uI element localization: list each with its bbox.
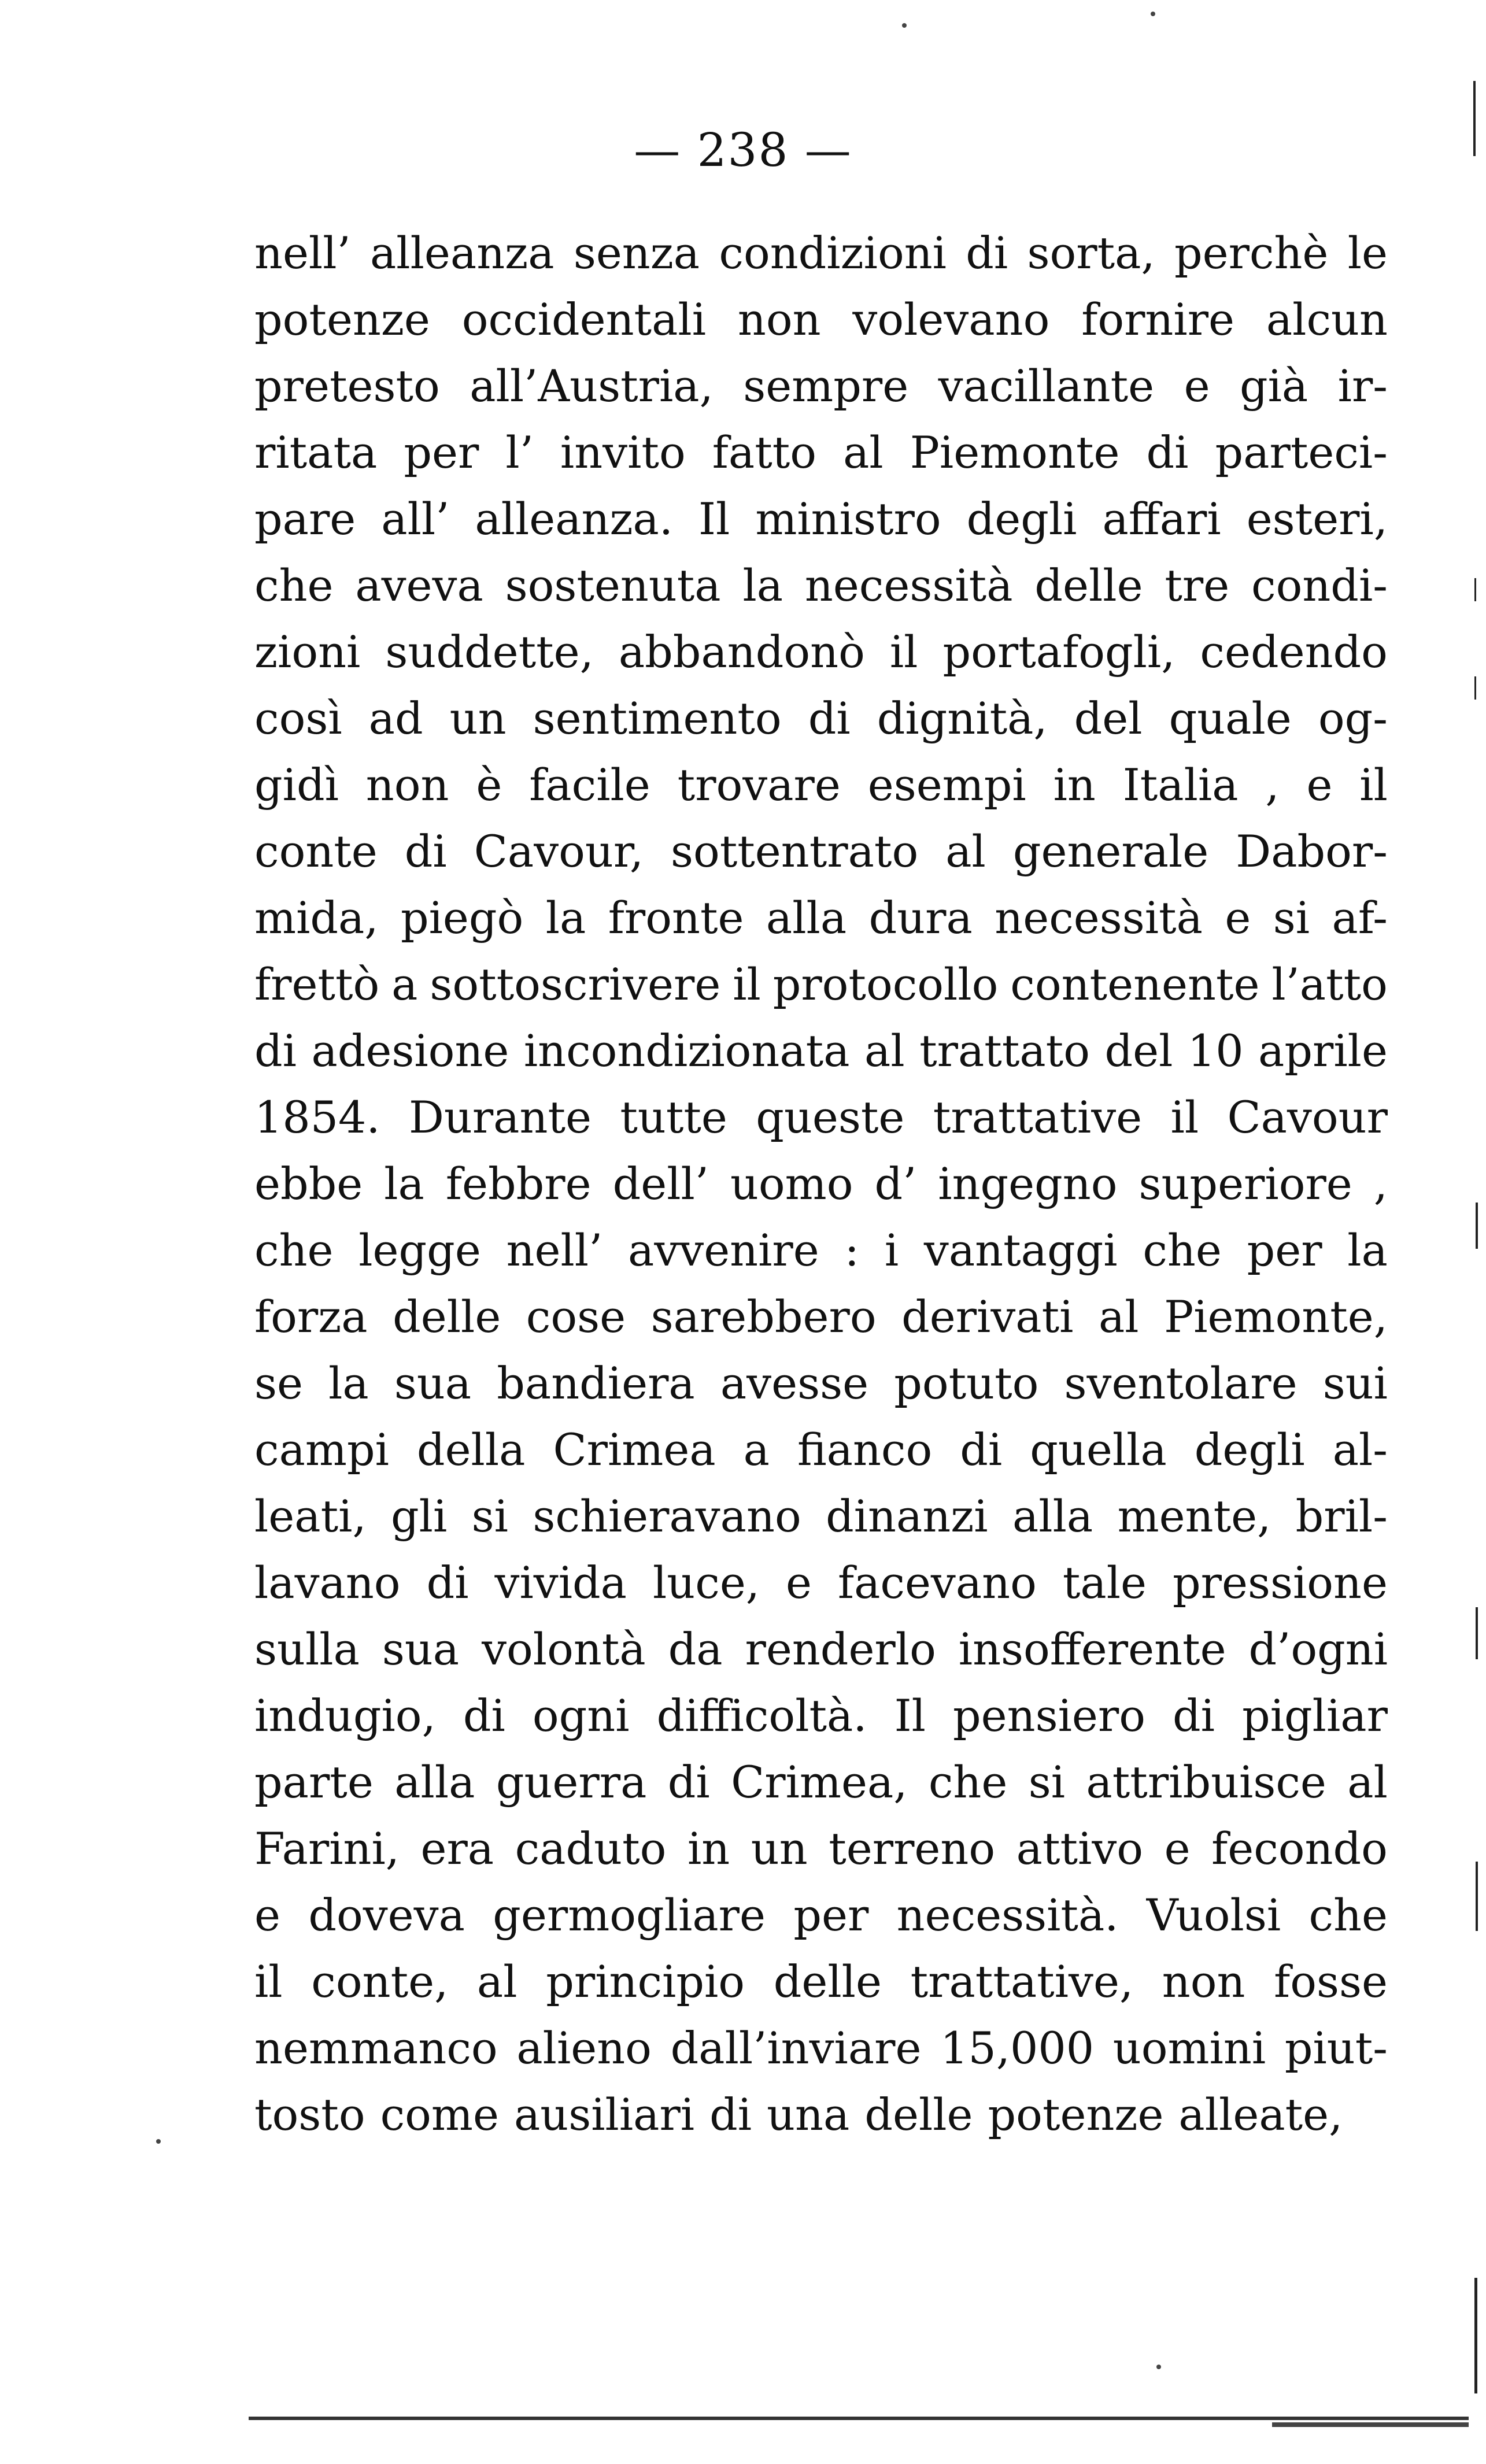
word: da — [668, 1623, 723, 1675]
word: alieno — [516, 2022, 652, 2074]
scan-speck — [1151, 12, 1155, 16]
word: e — [254, 1889, 280, 1941]
word: superiore — [1138, 1158, 1352, 1209]
word: fronte — [608, 892, 744, 944]
word: come — [380, 2089, 499, 2140]
word: dinanzi — [826, 1490, 988, 1542]
text-line — [254, 2081, 1388, 2148]
word: mente, — [1117, 1490, 1271, 1542]
word: alla — [766, 892, 847, 944]
word: volevano — [852, 294, 1050, 345]
word: al — [864, 1025, 905, 1076]
word: affari — [1102, 493, 1221, 545]
word: pigliar — [1242, 1690, 1388, 1741]
word: che — [1143, 1224, 1222, 1276]
word: delle — [1034, 560, 1143, 611]
word: bandiera — [497, 1357, 695, 1409]
word: generale — [1012, 826, 1209, 877]
word: quella — [1030, 1424, 1167, 1475]
word: bril- — [1295, 1490, 1388, 1542]
word: era — [420, 1823, 494, 1874]
word: ausiliari — [513, 2089, 695, 2140]
word: forza — [254, 1291, 368, 1342]
word: sostenuta — [505, 560, 721, 611]
word: necessità — [804, 560, 1013, 611]
word: così — [254, 693, 342, 744]
word: Farini, — [254, 1823, 400, 1874]
text-line — [254, 1084, 1388, 1150]
word: derivati — [901, 1291, 1074, 1342]
word: in — [687, 1823, 730, 1874]
word: di — [254, 1025, 297, 1076]
word: frettò — [254, 959, 380, 1010]
word: 15,000 — [940, 2022, 1095, 2074]
word: la — [545, 892, 586, 944]
word: sorta, — [1027, 227, 1155, 279]
text-line — [254, 818, 1388, 885]
word: ritata — [254, 427, 378, 478]
word: occidentali — [461, 294, 706, 345]
word: nemmanco — [254, 2022, 498, 2074]
text-line — [254, 353, 1388, 419]
word: campi — [254, 1424, 389, 1475]
word: Vuolsi — [1146, 1889, 1281, 1941]
word: 1854. — [254, 1092, 380, 1143]
text-line — [254, 1616, 1388, 1682]
word: di — [1173, 1690, 1215, 1741]
word: e — [1225, 892, 1251, 944]
word: sua — [382, 1623, 460, 1675]
word: necessità — [995, 892, 1203, 944]
word: volontà — [482, 1623, 646, 1675]
word: Crimea — [553, 1424, 716, 1475]
word: all’ — [381, 493, 450, 545]
word: dell’ — [612, 1158, 709, 1209]
word: terreno — [829, 1823, 996, 1874]
word: le — [1347, 227, 1388, 279]
word: vantaggi — [923, 1224, 1118, 1276]
word: si — [1028, 1756, 1066, 1808]
word: legge — [358, 1224, 481, 1276]
word: per — [404, 427, 479, 478]
word: sua — [394, 1357, 472, 1409]
word: già — [1239, 360, 1308, 412]
word: ingegno — [938, 1158, 1118, 1209]
text-line — [254, 286, 1388, 353]
text-line — [254, 1150, 1388, 1217]
word: incondizionata — [523, 1025, 850, 1076]
word: di — [960, 1424, 1003, 1475]
text-line — [254, 1416, 1388, 1483]
word: tre — [1165, 560, 1230, 611]
word: sui — [1322, 1357, 1388, 1409]
word: una — [767, 2089, 850, 2140]
word: un — [449, 693, 507, 744]
word: Dabor- — [1236, 826, 1388, 877]
word: a — [391, 959, 418, 1010]
word: gidì — [254, 759, 339, 811]
word: leati, — [254, 1490, 367, 1542]
word: delle — [864, 2089, 973, 2140]
word: renderlo — [745, 1623, 936, 1675]
word: degli — [966, 493, 1077, 545]
word: piegò — [400, 892, 524, 944]
body-text — [254, 220, 1388, 2148]
text-line — [254, 220, 1388, 286]
word: dura — [868, 892, 973, 944]
text-line — [254, 1283, 1388, 1350]
word: gli — [390, 1490, 448, 1542]
word: necessità. — [896, 1889, 1119, 1941]
word: che — [254, 1224, 334, 1276]
text-line — [254, 1948, 1388, 2015]
word: sulla — [254, 1623, 360, 1675]
word: al — [1347, 1756, 1388, 1808]
word: senza — [573, 227, 700, 279]
word: di — [709, 2089, 752, 2140]
word: sentimento — [533, 693, 782, 744]
word: ebbe — [254, 1158, 363, 1209]
word: al — [945, 826, 986, 877]
text-line — [254, 1018, 1388, 1084]
word: di — [463, 1690, 505, 1741]
word: condizioni — [719, 227, 947, 279]
word: , — [1373, 1158, 1388, 1209]
word: alcun — [1266, 294, 1388, 345]
word: che — [928, 1756, 1008, 1808]
word: al — [1098, 1291, 1139, 1342]
word: schieravano — [533, 1490, 801, 1542]
word: a — [743, 1424, 770, 1475]
word: contenente — [1010, 959, 1260, 1010]
text-line — [254, 1682, 1388, 1749]
page-number: — 238 — — [634, 123, 852, 177]
word: febbre — [445, 1158, 592, 1209]
word: trattato — [919, 1025, 1090, 1076]
word: un — [751, 1823, 808, 1874]
word: aprile — [1258, 1025, 1388, 1076]
word: del — [1104, 1025, 1173, 1076]
word: piut- — [1284, 2022, 1388, 2074]
word: pensiero — [953, 1690, 1145, 1741]
text-line — [254, 552, 1388, 619]
text-line — [254, 951, 1388, 1018]
word: all’Austria, — [470, 360, 714, 412]
word: attivo — [1016, 1823, 1144, 1874]
word: e — [1306, 759, 1333, 811]
scan-speck — [1156, 2365, 1161, 2369]
word: vivida — [494, 1557, 627, 1608]
word: doveva — [308, 1889, 465, 1941]
word: conte, — [311, 1956, 449, 2007]
word: i — [884, 1224, 899, 1276]
word: fornire — [1081, 294, 1234, 345]
word: al- — [1332, 1424, 1388, 1475]
word: nell’ — [506, 1224, 603, 1276]
word: parte — [254, 1756, 374, 1808]
word: sventolare — [1064, 1357, 1298, 1409]
word: Piemonte, — [1164, 1291, 1388, 1342]
word: Crimea, — [731, 1756, 908, 1808]
word: Cavour, — [474, 826, 644, 877]
scan-speck — [902, 23, 907, 28]
word: guerra — [496, 1756, 647, 1808]
scan-edge-mark — [1476, 1862, 1478, 1931]
word: tosto — [254, 2089, 365, 2140]
word: il — [1170, 1092, 1199, 1143]
word: uomini — [1112, 2022, 1266, 2074]
word: zioni — [254, 626, 361, 678]
word: sottentrato — [670, 826, 919, 877]
word: quale — [1169, 693, 1292, 744]
word: cedendo — [1200, 626, 1388, 678]
text-line — [254, 2015, 1388, 2081]
word: facile — [529, 759, 650, 811]
word: og- — [1318, 693, 1388, 744]
word: in — [1053, 759, 1096, 811]
word: Piemonte — [910, 427, 1120, 478]
word: e — [785, 1557, 812, 1608]
word: dignità, — [877, 693, 1048, 744]
word: germogliare — [493, 1889, 766, 1941]
scan-edge-mark — [1473, 81, 1476, 156]
word: si — [471, 1490, 508, 1542]
word: Durante — [408, 1092, 592, 1143]
word: non — [1162, 1956, 1245, 2007]
word: non — [365, 759, 449, 811]
word: delle — [393, 1291, 501, 1342]
word: e — [1164, 1823, 1191, 1874]
word: sarebbero — [650, 1291, 877, 1342]
word: la — [1347, 1224, 1388, 1276]
word: è — [476, 759, 502, 811]
text-line — [254, 1749, 1388, 1815]
word: al — [476, 1956, 517, 2007]
word: avvenire — [628, 1224, 819, 1276]
word: sottoscrivere — [430, 959, 721, 1010]
word: la — [384, 1158, 424, 1209]
word: alleate, — [1178, 2089, 1343, 2140]
word: abbandonò — [618, 626, 865, 678]
word: pare — [254, 493, 356, 545]
text-line — [254, 685, 1388, 752]
word: conte — [254, 826, 378, 877]
word: alleanza. — [475, 493, 674, 545]
word: che — [1308, 1889, 1388, 1941]
word: principio — [546, 1956, 745, 2007]
word: trattative, — [910, 1956, 1134, 2007]
scan-bottom-edge — [1272, 2422, 1469, 2427]
word: di — [426, 1557, 469, 1608]
word: ad — [368, 693, 423, 744]
word: delle — [773, 1956, 882, 2007]
word: dall’inviare — [670, 2022, 922, 2074]
word: del — [1074, 693, 1143, 744]
word: fosse — [1274, 1956, 1388, 2007]
word: tale — [1062, 1557, 1147, 1608]
text-line — [254, 1217, 1388, 1283]
scan-edge-mark — [1474, 676, 1476, 700]
word: , — [1265, 759, 1280, 811]
word: aveva — [355, 560, 483, 611]
word: d’ogni — [1248, 1623, 1388, 1675]
scan-bottom-edge — [249, 2417, 1469, 2420]
word: attribuisce — [1086, 1756, 1326, 1808]
text-line — [254, 1483, 1388, 1549]
word: indugio, — [254, 1690, 436, 1741]
word: si — [1273, 892, 1310, 944]
word: facevano — [837, 1557, 1037, 1608]
word: : — [844, 1224, 860, 1276]
word: esempi — [867, 759, 1026, 811]
word: condi- — [1251, 560, 1388, 611]
word: Italia — [1122, 759, 1239, 811]
word: Il — [894, 1690, 926, 1741]
text-line — [254, 885, 1388, 951]
word: il — [254, 1956, 283, 2007]
word: non — [737, 294, 821, 345]
word: avesse — [720, 1357, 869, 1409]
word: e — [1184, 360, 1210, 412]
text-line — [254, 486, 1388, 552]
text-line — [254, 1549, 1388, 1616]
word: alla — [1012, 1490, 1093, 1542]
word: Cavour — [1227, 1092, 1388, 1143]
word: alleanza — [370, 227, 555, 279]
word: Il — [698, 493, 730, 545]
word: di — [1146, 427, 1189, 478]
word: se — [254, 1357, 303, 1409]
scan-edge-mark — [1476, 1607, 1478, 1659]
word: potuto — [894, 1357, 1039, 1409]
word: di — [404, 826, 447, 877]
word: la — [328, 1357, 369, 1409]
word: mida, — [254, 892, 379, 944]
word: trovare — [677, 759, 841, 811]
word: l’ — [505, 427, 534, 478]
word: ir- — [1337, 360, 1388, 412]
word: d’ — [874, 1158, 917, 1209]
word: insofferente — [958, 1623, 1226, 1675]
word: sempre — [743, 360, 909, 412]
word: trattative — [933, 1092, 1143, 1143]
word: il — [889, 626, 918, 678]
word: fatto — [712, 427, 817, 478]
word: portafogli, — [942, 626, 1176, 678]
word: pretesto — [254, 360, 440, 412]
word: caduto — [515, 1823, 667, 1874]
word: pressione — [1173, 1557, 1388, 1608]
word: alla — [394, 1756, 475, 1808]
scan-edge-mark — [1474, 578, 1476, 601]
word: lavano — [254, 1557, 401, 1608]
word: vacillante — [938, 360, 1155, 412]
text-line — [254, 1350, 1388, 1416]
scan-edge-mark — [1476, 1203, 1478, 1249]
text-line — [254, 1882, 1388, 1948]
word: queste — [756, 1092, 905, 1143]
word: il — [733, 959, 761, 1010]
word: luce, — [653, 1557, 760, 1608]
word: fecondo — [1211, 1823, 1388, 1874]
word: potenze — [988, 2089, 1164, 2140]
word: potenze — [254, 294, 430, 345]
word: suddette, — [385, 626, 594, 678]
text-line — [254, 419, 1388, 486]
word: difficoltà. — [656, 1690, 867, 1741]
word: il — [1359, 759, 1388, 811]
word: la — [742, 560, 783, 611]
word: l’atto — [1271, 959, 1388, 1010]
word: della — [416, 1424, 526, 1475]
word: di — [966, 227, 1008, 279]
word: per — [1247, 1224, 1322, 1276]
word: nell’ — [254, 227, 351, 279]
word: parteci- — [1215, 427, 1388, 478]
word: di — [808, 693, 851, 744]
scan-speck — [156, 2139, 161, 2144]
word: che — [254, 560, 334, 611]
word: di — [667, 1756, 710, 1808]
word: uomo — [730, 1158, 853, 1209]
word: ministro — [755, 493, 941, 545]
text-line — [254, 619, 1388, 685]
word: 10 — [1187, 1025, 1244, 1076]
scan-edge-mark — [1474, 2278, 1477, 2393]
word: protocollo — [772, 959, 999, 1010]
word: af- — [1332, 892, 1388, 944]
word: per — [793, 1889, 869, 1941]
word: invito — [560, 427, 686, 478]
word: cose — [526, 1291, 626, 1342]
text-line — [254, 752, 1388, 818]
word: fianco — [797, 1424, 933, 1475]
word: perchè — [1174, 227, 1329, 279]
word: ogni — [532, 1690, 630, 1741]
word: al — [843, 427, 884, 478]
word: tutte — [620, 1092, 727, 1143]
word: degli — [1194, 1424, 1305, 1475]
word: esteri, — [1246, 493, 1388, 545]
word: adesione — [311, 1025, 509, 1076]
text-line — [254, 1815, 1388, 1882]
